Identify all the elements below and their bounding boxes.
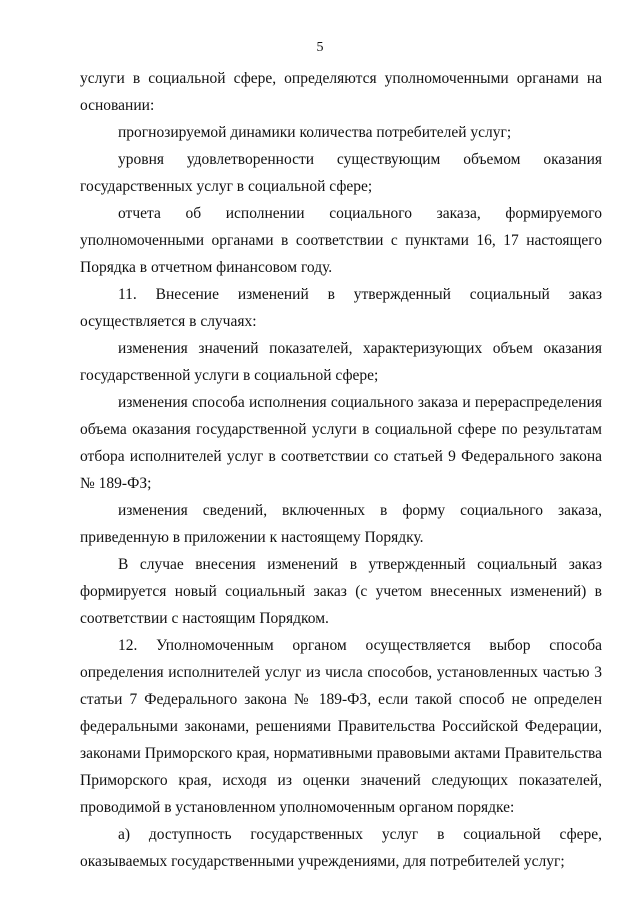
- document-body: [80, 65, 602, 875]
- paragraph-method-change: изменения способа исполнения социального заказа и перераспределения объема оказания государственной услуги в социальной сфере по результатам отбора исполнителей услуг в соответствии со статьей 9 Федерального закона № 189-ФЗ;: [80, 394, 602, 492]
- paragraph-new-order: В случае внесения изменений в утвержденный социальный заказ формируется новый социальный заказ (с учетом внесенных изменений) в соответствии с настоящим Порядком.: [80, 556, 602, 627]
- paragraph-dynamics: прогнозируемой динамики количества потребителей услуг;: [118, 124, 512, 141]
- paragraph-satisfaction: уровня удовлетворенности существующим объемом оказания государственных услуг в социальной сфере;: [80, 151, 602, 195]
- paragraph-continuation: услуги в социальной сфере, определяются уполномоченными органами на основании:: [80, 70, 602, 114]
- paragraph-clause-11: 11. Внесение изменений в утвержденный социальный заказ осуществляется в случаях:: [80, 286, 602, 330]
- page-number: 5: [316, 40, 324, 55]
- paragraph-indicator-change: изменения значений показателей, характеризующих объем оказания государственной услуги в социальной сфере;: [80, 340, 602, 384]
- paragraph-clause-12: 12. Уполномоченным органом осуществляется выбор способа определения исполнителей услуг из числа способов, установленных частью 3 статьи 7 Федерального закона № 189-ФЗ, если такой способ не определен федеральными законами, решениями Правительства Российской Федерации, законами Приморского края, нормативными правовыми актами Правительства Приморского края, исходя из оценки значений следующих показателей, проводимой в установленном уполномоченным органом порядке:: [80, 637, 602, 816]
- paragraph-report: отчета об исполнении социального заказа, формируемого уполномоченными органами в соответствии с пунктами 16, 17 настоящего Порядка в отчетном финансовом году.: [80, 205, 602, 276]
- paragraph-info-change: изменения сведений, включенных в форму социального заказа, приведенную в приложении к настоящему Порядку.: [80, 502, 602, 546]
- paragraph-item-a: а) доступность государственных услуг в социальной сфере, оказываемых государственными учреждениями, для потребителей услуг;: [80, 826, 602, 870]
